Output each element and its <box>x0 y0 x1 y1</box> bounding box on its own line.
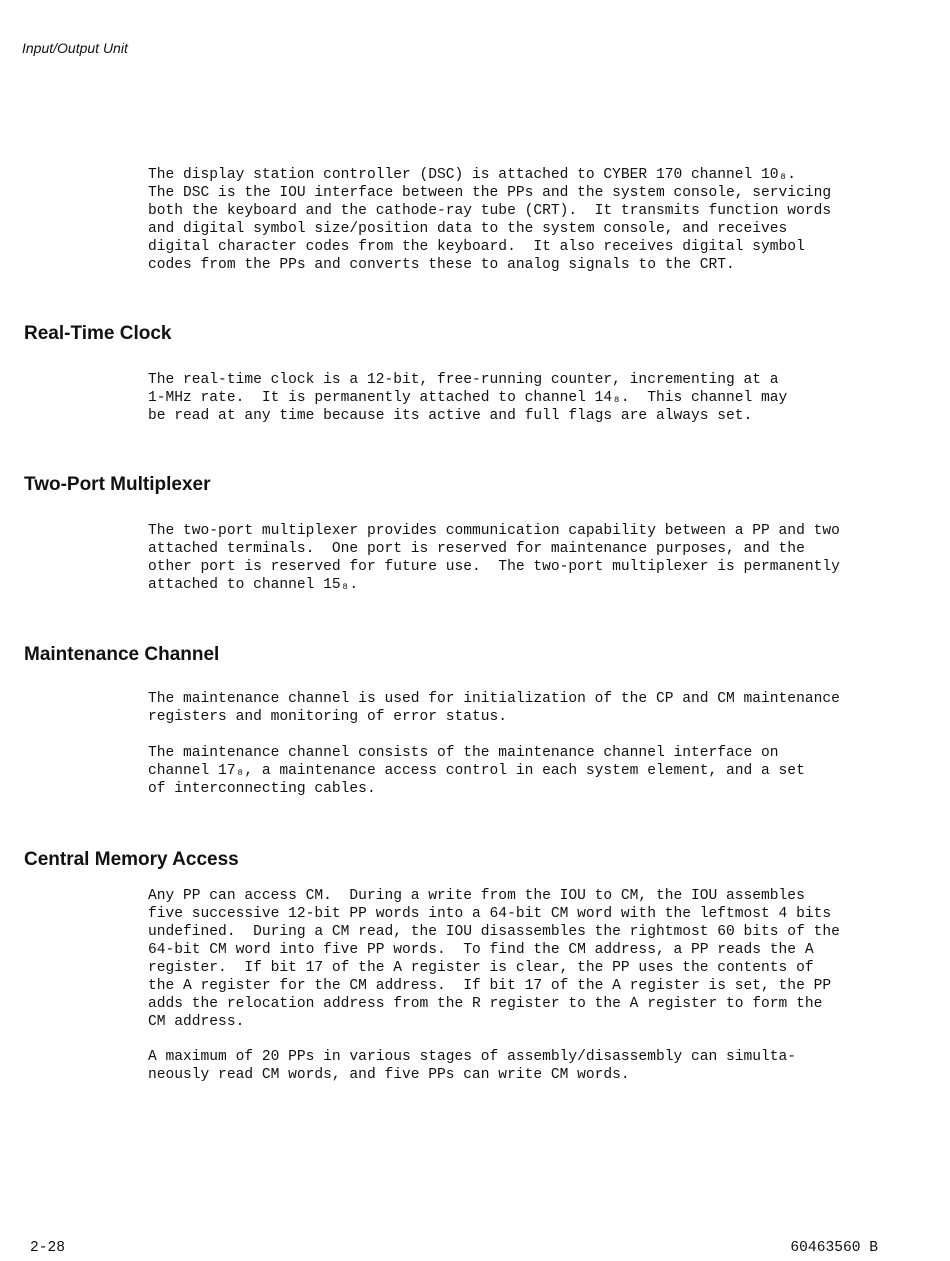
maintenance-channel-paragraph-2: The maintenance channel consists of the maintenance channel interface on channel 17₈, a maintenance access control in each system element, and a set of interconnecting cables. <box>148 745 805 797</box>
central-memory-access-paragraph-1: Any PP can access CM. During a write from the IOU to CM, the IOU assembles five successive 12-bit PP words into a 64-bit CM word with the leftmost 4 bits undefined. During a CM read, the IOU disassembles the rightmost 60 bits of the 64-bit CM word into five PP words. To find the CM address, a PP reads the A register. If bit 17 of the A register is clear, the PP uses the contents of the A register for the CM address. If bit 17 of the A register is set, the PP adds the relocation address from the R register to the A register to form the CM address. <box>148 888 840 1030</box>
heading-real-time-clock: Real-Time Clock <box>24 323 172 344</box>
two-port-multiplexer-paragraph: The two-port multiplexer provides communication capability between a PP and two attached terminals. One port is reserved for maintenance purposes, and the other port is reserved for future use. The two-port multiplexer is permanently attached to channel 15₈. <box>148 523 840 593</box>
running-head: Input/Output Unit <box>22 40 128 56</box>
heading-central-memory-access: Central Memory Access <box>24 849 239 870</box>
maintenance-channel-paragraph-1: The maintenance channel is used for initialization of the CP and CM maintenance registers and monitoring of error status. <box>148 691 840 725</box>
heading-two-port-multiplexer: Two-Port Multiplexer <box>24 474 211 495</box>
heading-maintenance-channel: Maintenance Channel <box>24 644 220 665</box>
page-number: 2-28 <box>30 1240 66 1256</box>
central-memory-access-paragraph-2: A maximum of 20 PPs in various stages of assembly/disassembly can simulta- neously read CM words, and five PPs can write CM words. <box>148 1049 797 1083</box>
dsc-paragraph: The display station controller (DSC) is attached to CYBER 170 channel 10₈. The DSC is the IOU interface between the PPs and the system console, servicing both the keyboard and the cathode-ray tube (CRT). It transmits function words and digital symbol size/position data to the system console, and receives digital character codes from the keyboard. It also receives digital symbol codes from the PPs and converts these to analog signals to the CRT. <box>148 167 832 273</box>
real-time-clock-paragraph: The real-time clock is a 12-bit, free-running counter, incrementing at a 1-MHz rate. It is permanently attached to channel 14₈. This channel may be read at any time because its active and full flags are always set. <box>148 372 788 424</box>
document-number: 60463560 B <box>790 1240 878 1256</box>
